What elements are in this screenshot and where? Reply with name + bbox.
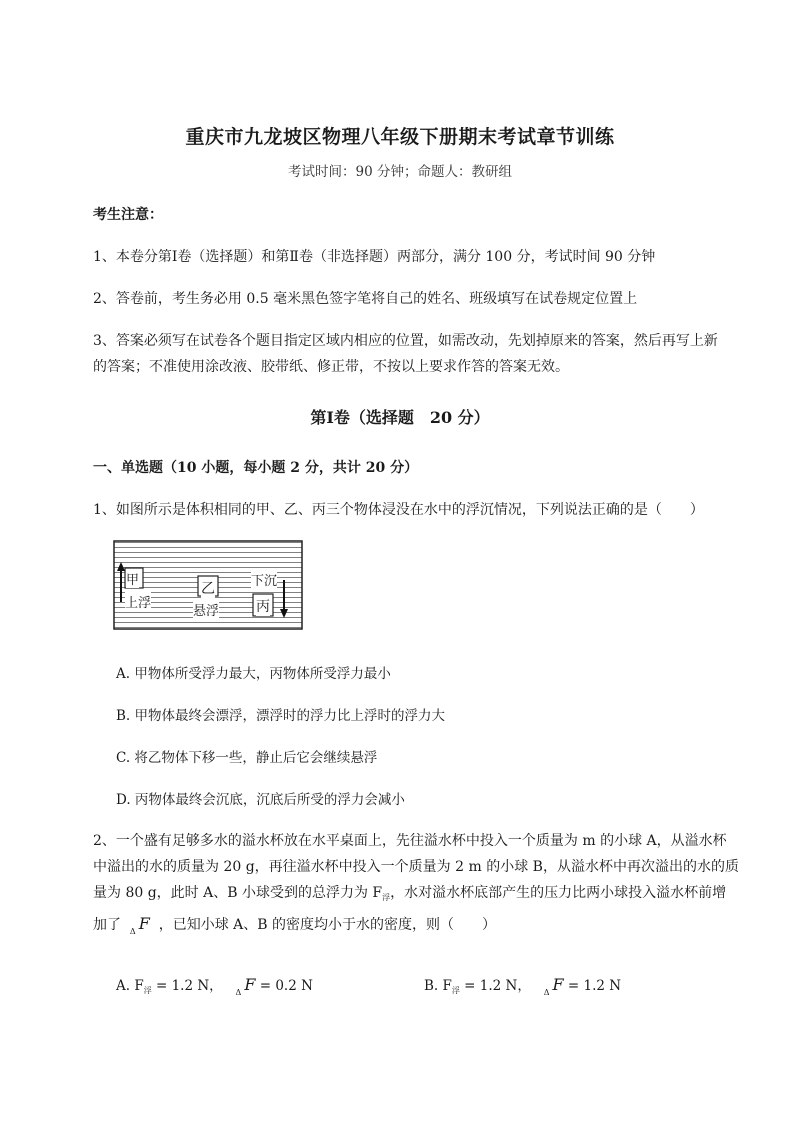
notice-item: 1、本卷分第Ⅰ卷（选择题）和第Ⅱ卷（非选择题）两部分，满分 100 分，考试时间 90 分钟	[93, 249, 656, 265]
object-jia-label: 甲	[126, 569, 139, 588]
part-heading: 一、单选题（10 小题，每小题 2 分，共计 20 分）	[93, 460, 419, 476]
section-title: 第Ⅰ卷（选择题 20 分）	[310, 408, 490, 427]
question-2-line: 加了 $_\Delta$ F ，已知小球 A、B 的密度均小于水的密度，则（ ）	[93, 914, 497, 936]
option-a: A. 甲物体所受浮力最大，丙物体所受浮力最小	[116, 666, 391, 682]
question-2-line: 中溢出的水的质量为 20 g，再往溢水杯中投入一个质量为 2 m 的小球 B，从溢水杯中再次溢出的水的质	[93, 859, 739, 875]
page-title: 重庆市九龙坡区物理八年级下册期末考试章节训练	[185, 126, 615, 148]
question-2-line: 量为 80 g，此时 A、B 小球受到的总浮力为 $F_浮$，水对溢水杯底部产生的压力比两小球投入溢水杯前增	[93, 885, 727, 902]
notice-item: 的答案；不准使用涂改液、胶带纸、修正带，不按以上要求作答的答案无效。	[93, 359, 569, 375]
option-c: C. 将乙物体下移一些，静止后它会继续悬浮	[116, 750, 378, 766]
object-bing-label: 丙	[256, 596, 270, 616]
sink-label: 下沉	[251, 570, 277, 589]
notice-item: 2、答卷前，考生务必用 0.5 毫米黑色签字笔将自己的姓名、班级填写在试卷规定位置上	[93, 291, 638, 307]
q2-option-b: B. $F_浮 = 1.2$ N， $_\Delta$ F = 1.2 N	[424, 975, 622, 997]
question-1-stem: 1、如图所示是体积相同的甲、乙、丙三个物体浸没在水中的浮沉情况，下列说法正确的是（ ）	[93, 502, 704, 518]
exam-info: 考试时间：90 分钟；命题人：教研组	[288, 164, 512, 180]
question-2-line: 2、一个盛有足够多水的溢水杯放在水平桌面上，先往溢水杯中投入一个质量为 m 的小球 A，从溢水杯	[93, 833, 727, 849]
option-b: B. 甲物体最终会漂浮，漂浮时的浮力比上浮时的浮力大	[116, 708, 446, 724]
q2-option-a: A. $F_浮 = 1.2$ N， $_\Delta$ F = 0.2 N	[116, 975, 313, 997]
notice-heading: 考生注意：	[93, 207, 163, 223]
object-yi-label: 乙	[201, 578, 215, 598]
option-d: D. 丙物体最终会沉底，沉底后所受的浮力会减小	[116, 792, 405, 808]
buoyancy-figure	[113, 540, 303, 630]
float-up-label: 上浮	[125, 592, 151, 611]
suspend-label: 悬浮	[193, 600, 219, 619]
notice-item: 3、答案必须写在试卷各个题目指定区域内相应的位置，如需改动，先划掉原来的答案，然后再写上新	[93, 333, 718, 349]
